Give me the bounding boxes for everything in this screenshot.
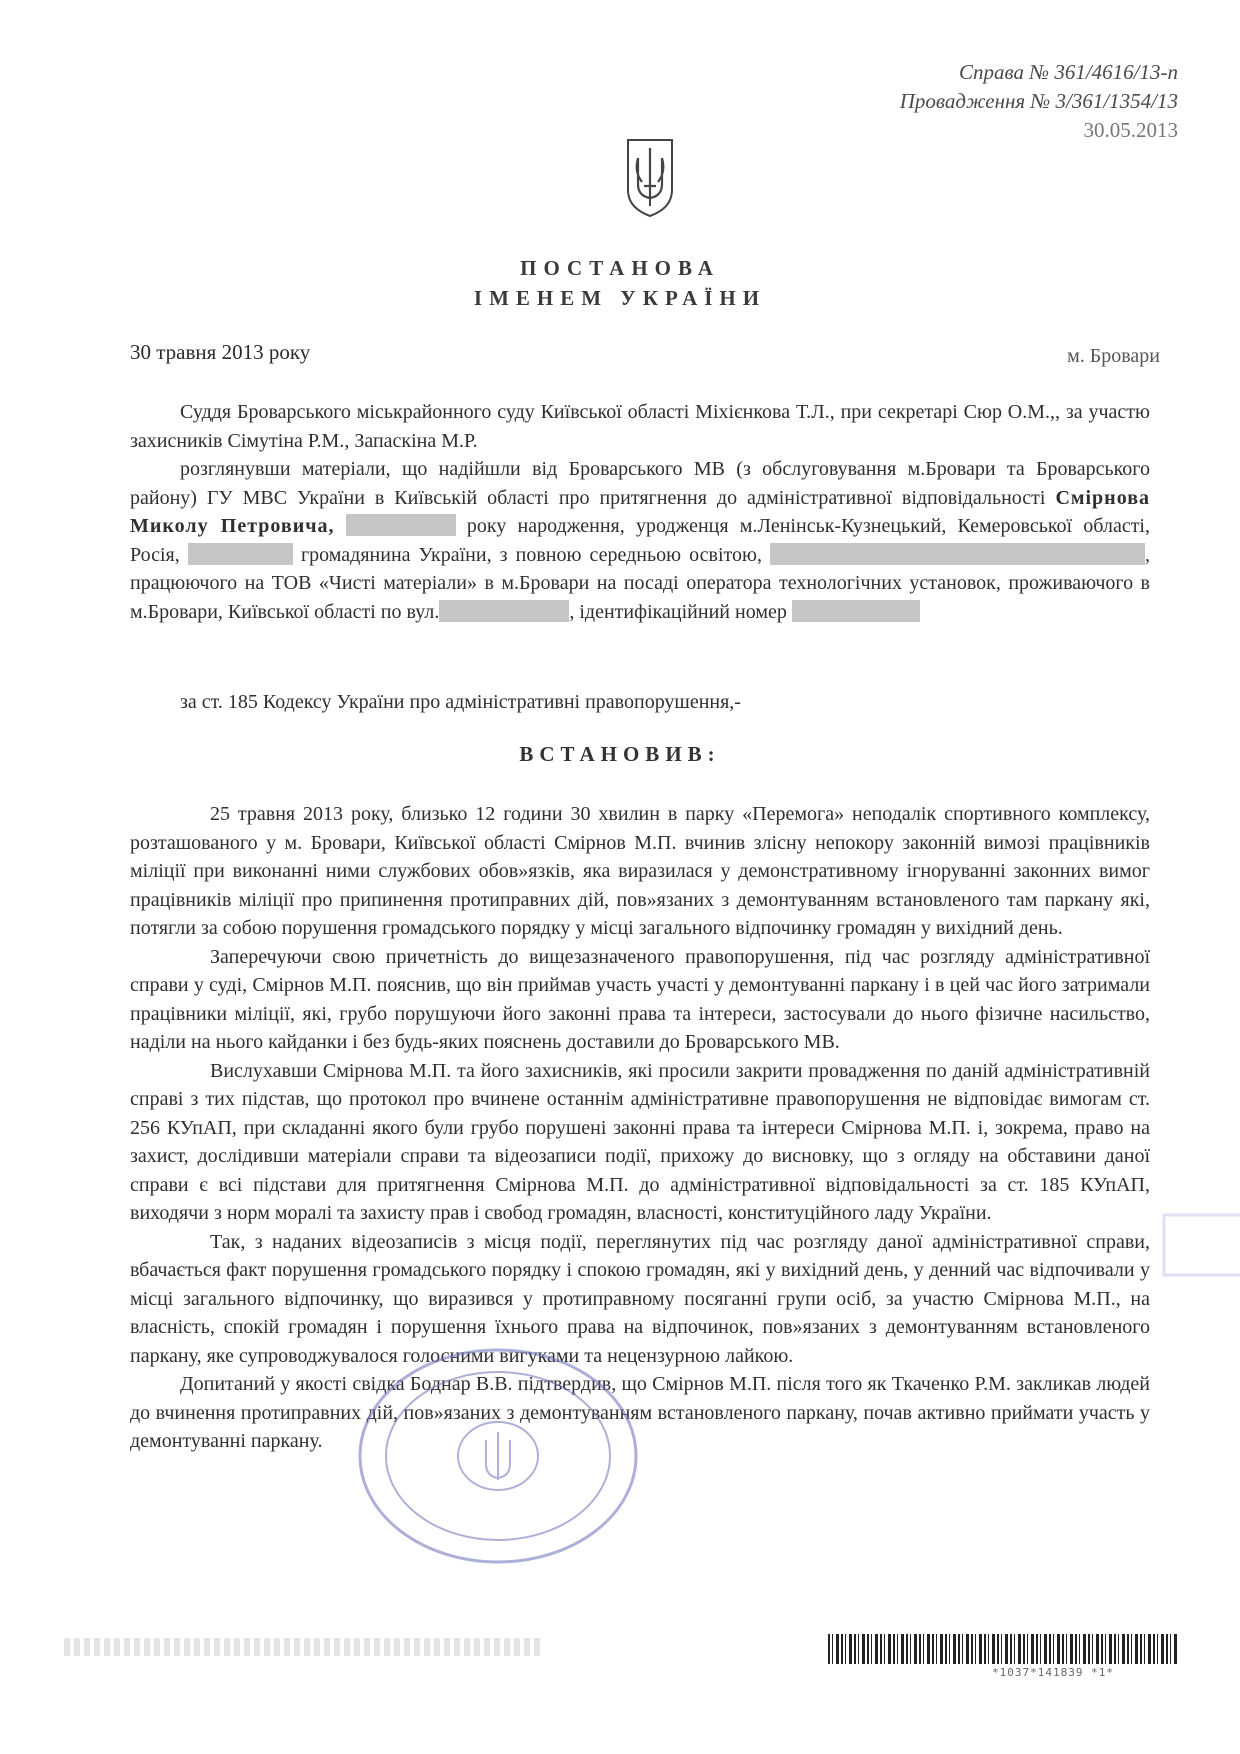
document-title: ПОСТАНОВА: [520, 256, 720, 280]
established-heading: ВСТАНОВИВ:: [519, 742, 721, 766]
redaction-block: [439, 600, 569, 622]
findings-paragraph-4: Так, з наданих відеозаписів з місця події, переглянутих під час розгляду даної адміністративної справи, вбачається факт порушення громадського порядку і спокою громадян, які у вихідний день, у денний час відпочивали у місці загального відпочинку, що виразився у протиправному посяганні групи осіб, за участю Смірнова М.П., на власність, спокій громадян і порушення їхнього права на відпочинок, пов»язаних з демонтуванням встановленого паркану, яке супроводжувалося голосними вигуками та нецензурною лайкою.: [130, 1230, 1150, 1367]
findings-paragraph-2: Заперечуючи свою причетність до вищезазначеного правопорушення, під час розгляду адміністративної справи у суді, Смірнов М.П. пояснив, що він приймав участь участі у демонтуванні паркану і в цей час його затримали працівники міліції, які, грубо порушуючи його законні права та інтереси, застосували до нього фізичне насильство, наділи на нього кайданки і без будь-яких пояснень доставили до Броварського МВ.: [130, 945, 1150, 1053]
findings-paragraph-5: Допитаний у якості свідка Боднар В.В. підтвердив, що Смірнов М.П. після того як Ткаченко Р.М. закликав людей до вчинення протиправних дій, пов»язаних з демонтуванням встановленого паркану, почав активно приймати участь у демонтуванні паркану.: [130, 1373, 1150, 1452]
defendant-name: Смірнова Миколу Петровича,: [130, 486, 1151, 537]
case-reference-block: [900, 58, 1178, 145]
article-line-section: [130, 688, 1150, 717]
findings-paragraph-1: 25 травня 2013 року, близько 12 години 30 хвилин в парку «Перемога» неподалік спортивного комплексу, розташованого у м. Бровари, Київської області Смірнов М.П. вчинив злісну непокору законній вимозі працівників міліції при виконанні ними службових обов»язків, яка виразилася у демонстративному ігноруванні законних вимог працівників міліції про припинення протиправних дій, пов»язаних з демонтуванням встановленого там паркану які, потягли за собою порушення громадського порядку у місці загального відпочинку громадян у вихідний день.: [130, 803, 1150, 939]
redaction-block: [792, 600, 920, 622]
proceeding-number: Провадження № 3/361/1354/13: [899, 89, 1178, 113]
trident-coat-of-arms-icon: [624, 136, 676, 218]
redaction-block: [188, 543, 293, 565]
intro-paragraph-judge: Суддя Броварського міськрайонного суду Київської області Міхієнкова Т.Л., при секретарі Сюр О.М.,, за участю захисників Сімутіна Р.М., Запаскіна М.Р.: [130, 401, 1150, 452]
court-seal-stamp: [348, 1338, 648, 1570]
intro-paragraph-materials: розглянувши матеріали, що надійшли від Броварського МВ (з обслуговування м.Бровари та Броварського району) ГУ МВС України в Київській області про притягнення до адміністративної відповідальності Смірнова Миколу Петровича, року народження, уродженця м.Ленінськ-Кузнецький, Кемеровської області, Росія, громадянина України, з повною середньою освітою, , працюючого на ТОВ «Чисті матеріали» в м.Бровари на посаді оператора технологічних установок, проживаючого в м.Бровари, Київської області по вул. , ідентифікаційний номер: [130, 458, 1151, 623]
barcode: [828, 1634, 1178, 1664]
document-subtitle: ІМЕНЕМ УКРАЇНИ: [473, 286, 767, 310]
intro-section: [130, 398, 1150, 626]
scan-artifact: [64, 1638, 544, 1656]
redaction-block: [346, 514, 456, 536]
article-paragraph: за ст. 185 Кодексу України про адміністративні правопорушення,-: [180, 691, 741, 713]
findings-paragraph-3: Вислухавши Смірнова М.П. та його захисників, які просили закрити провадження по даній адміністративній справі з тих підстав, що протокол про вчинене останнім адміністративне правопорушення не відповідає вимогам ст. 256 КУпАП, при складанні якого були грубо порушені законні права та інтереси Смірнова М.П. і, зокрема, право на захист, дослідивши матеріали справи та відеозаписи події, прихожу до висновку, що з огляду на обставини даної справи є всі підстави для притягнення Смірнова М.П. до адміністративної відповідальності за ст. 185 КУпАП, виходячи з норм моралі та захисту прав і свобод громадян, власності, конституційного ладу України.: [130, 1059, 1150, 1224]
document-date: 30 травня 2013 року: [130, 340, 311, 364]
case-number: Справа № 361/4616/13-п: [959, 60, 1178, 84]
faint-stamp-mark: [1160, 1205, 1240, 1295]
document-city: м. Бровари: [1067, 345, 1160, 367]
case-date: 30.05.2013: [1083, 118, 1178, 142]
redaction-block: [770, 543, 1145, 565]
barcode-number: *1037*141839 *1*: [992, 1666, 1114, 1679]
